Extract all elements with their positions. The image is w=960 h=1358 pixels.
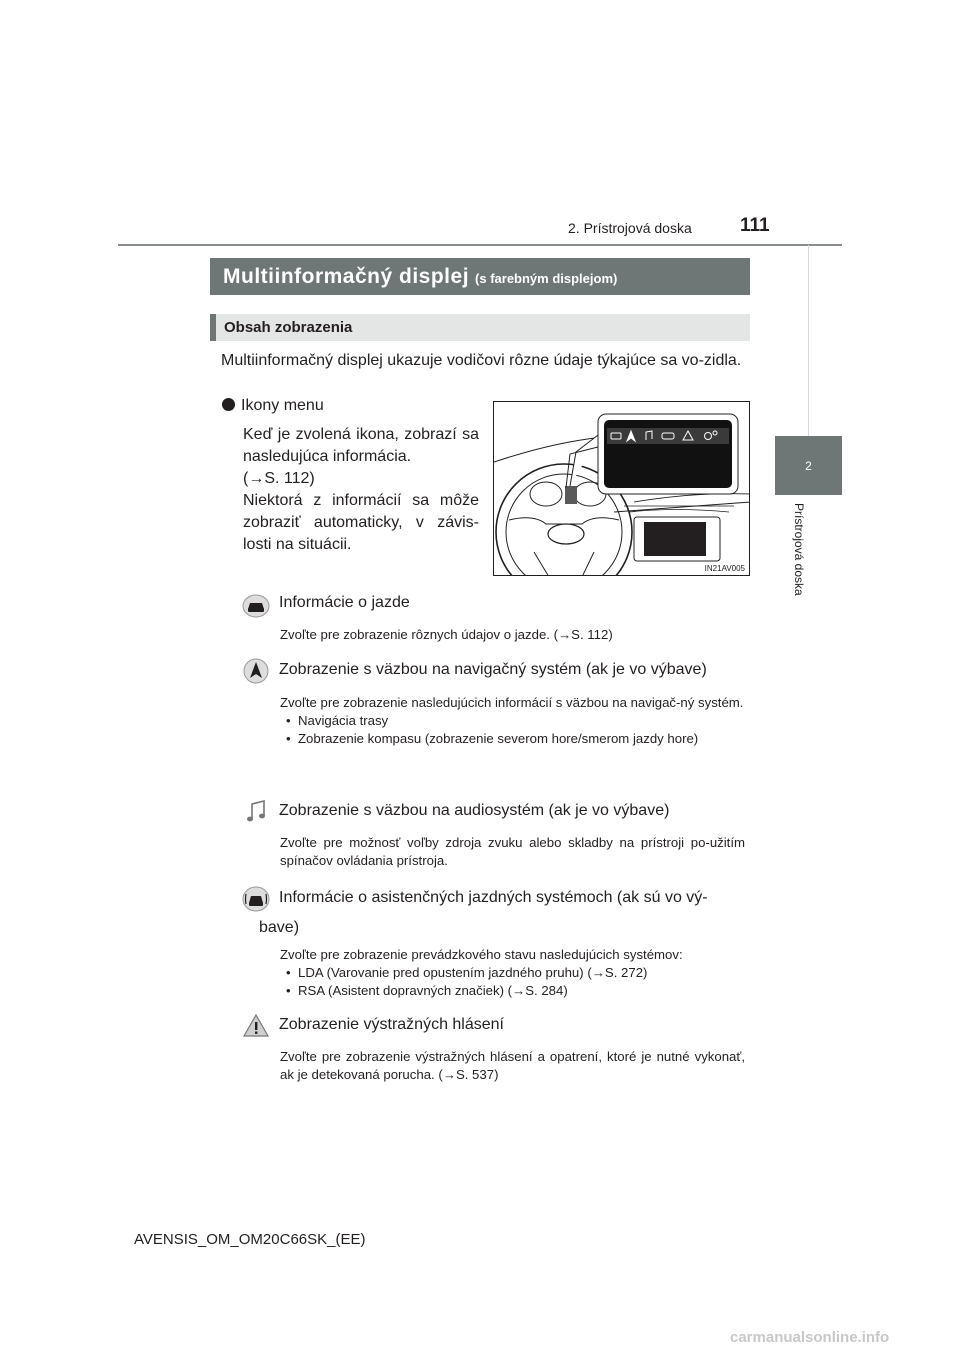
item-list-entry: • LDA (Varovanie pred opustením jazdného pruhu) (→S. 272) <box>280 964 745 982</box>
menu-desc-text-2: Niektorá z informácií sa môže zobraziť automaticky, v závis-losti na situácii. <box>243 492 479 553</box>
chapter-tab-number: 2 <box>805 458 812 473</box>
menu-desc-text-1: Keď je zvolená ikona, zobrazí sa nasledujúca informácia. <box>243 426 479 465</box>
item-list-entry: • Zobrazenie kompasu (zobrazenie severom hore/smerom jazdy hore) <box>280 730 745 748</box>
bullet-heading <box>222 397 324 415</box>
item-list-entry: • Navigácia trasy <box>280 712 745 730</box>
item-title: Informácie o jazde <box>279 594 410 611</box>
watermark: carmanualsonline.info <box>730 1329 890 1346</box>
chapter-tab-label-text: Prístrojová doska <box>792 503 806 596</box>
chapter-tab <box>775 436 842 495</box>
audio-icon <box>242 797 270 825</box>
item-title: Zobrazenie výstražných hlásení <box>279 1016 504 1033</box>
chapter-title: 2. Prístrojová doska <box>568 220 692 236</box>
item-title: Zobrazenie s väzbou na audiosystém (ak je vo výbave) <box>279 802 670 819</box>
menu-description <box>243 424 479 556</box>
chapter-tab-label <box>790 503 808 623</box>
bullet-dot-icon <box>222 398 235 411</box>
item-body <box>280 946 745 1000</box>
item-title: Zobrazenie s väzbou na navigačný systém (ak je vo výbave) <box>279 661 707 678</box>
header-rule <box>118 244 842 246</box>
page-title-bar <box>210 258 750 295</box>
intro-paragraph: Multiinformačný displej ukazuje vodičovi rôzne údaje týkajúce sa vo-zidla. <box>221 352 742 369</box>
side-divider <box>808 245 809 436</box>
item-title: Informácie o asistenčných jazdných systémoch (ak sú vo vý- <box>279 889 708 906</box>
item-list-entry: • RSA (Asistent dopravných značiek) (→S. 284) <box>280 982 745 1000</box>
item-body-text: Zvoľte pre zobrazenie nasledujúcich informácií s väzbou na navigač-ný systém. <box>280 695 744 710</box>
page-number: 111 <box>740 215 770 236</box>
bullet-label: Ikony menu <box>241 397 324 414</box>
item-body <box>280 694 745 748</box>
page-subtitle: (s farebným displejom) <box>475 271 618 286</box>
menu-desc-ref: (→S. 112) <box>243 470 315 487</box>
document-code: AVENSIS_OM_OM20C66SK_(EE) <box>134 1231 366 1248</box>
warning-icon <box>242 1012 270 1040</box>
page-title: Multiinformačný displej <box>223 264 470 288</box>
item-body: Zvoľte pre možnosť voľby zdroja zvuku alebo skladby na prístroji po-užitím spínačov ovládania prístroja. <box>280 835 745 868</box>
item-body: Zvoľte pre zobrazenie rôznych údajov o jazde. (→S. 112) <box>280 627 613 642</box>
dashboard-illustration <box>494 402 750 576</box>
dashboard-figure <box>493 401 750 576</box>
navigation-icon <box>242 657 270 685</box>
item-body-text: Zvoľte pre zobrazenie prevádzkového stavu nasledujúcich systémov: <box>280 947 683 962</box>
figure-code: IN21AV005 <box>704 564 745 573</box>
item-title-continued: bave) <box>259 919 300 936</box>
section-heading: Obsah zobrazenia <box>210 314 750 341</box>
item-body: Zvoľte pre zobrazenie výstražných hlásení a opatrení, ktoré je nutné vykonať, ak je detekovaná porucha. (→S. 537) <box>280 1049 745 1082</box>
driving-assist-icon <box>242 885 270 913</box>
drive-info-icon <box>242 592 270 620</box>
